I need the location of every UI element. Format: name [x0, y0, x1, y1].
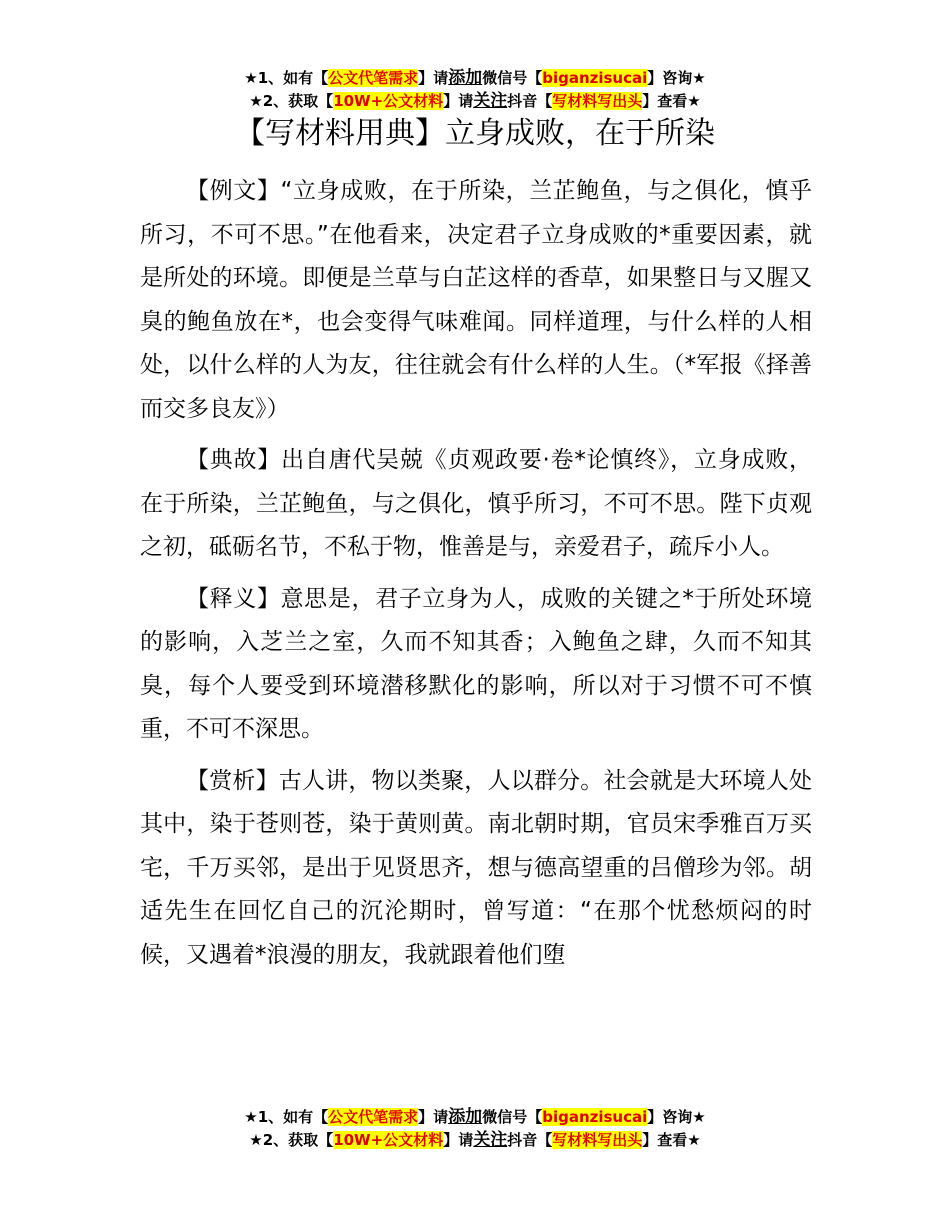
banner-text: 】查看★	[642, 92, 701, 110]
banner-text: 】咨询★	[647, 69, 706, 87]
header-banner	[0, 67, 950, 113]
banner-highlight: 写材料写出头	[552, 92, 643, 110]
banner-text: 抖音【	[507, 92, 553, 110]
banner-text: 】请	[418, 69, 449, 87]
banner-emphasis: 添加	[448, 68, 483, 88]
banner-emphasis: 关注	[473, 1130, 508, 1150]
banner-text: 微信号【	[482, 69, 543, 87]
paragraph-allusion: 【典故】出自唐代吴兢《贞观政要·卷*论慎终》，立身成败，在于所染，兰芷鲍鱼，与之俱化，慎乎所习，不可不思。陛下贞观之初，砥砺名节，不私于物，惟善是与，亲爱君子，疏斥小人。	[140, 447, 812, 560]
banner-text: 】请	[418, 1108, 449, 1126]
banner-highlight: 写材料写出头	[552, 1131, 643, 1149]
banner-text: 】查看★	[642, 1131, 701, 1149]
banner-highlight: biganzisucai	[542, 69, 648, 87]
banner-line-2	[0, 90, 950, 113]
paragraph-meaning: 【释义】意思是，君子立身为人，成败的关键之*于所处环境的影响，入芝兰之室，久而不知其香；入鲍鱼之肆，久而不知其臭，每个人要受到环境潜移默化的影响，所以对于习惯不可不慎重，不可不深思。	[140, 585, 812, 742]
paragraph-example: 【例文】“立身成败，在于所染，兰芷鲍鱼，与之俱化，慎乎所习，不可不思。”在他看来，决定君子立身成败的*重要因素，就是所处的环境。即便是兰草与白芷这样的香草，如果整日与又腥又臭的鲍鱼放在*，也会变得气味难闻。同样道理，与什么样的人相处，以什么样的人为友，往往就会有什么样的人生。（*军报《择善而交多良友》）	[140, 178, 812, 422]
banner-text: 】咨询★	[647, 1108, 706, 1126]
banner-highlight: 公文代笔需求	[328, 69, 419, 87]
footer-banner	[0, 1106, 950, 1152]
banner-highlight: 10W+公文材料	[333, 92, 444, 110]
banner-emphasis: 关注	[473, 91, 508, 111]
banner-text: 微信号【	[482, 1108, 543, 1126]
banner-highlight: biganzisucai	[542, 1108, 648, 1126]
banner-text: 】请	[443, 92, 474, 110]
banner-line-1	[0, 1106, 950, 1129]
paragraph-analysis: 【赏析】古人讲，物以类聚，人以群分。社会就是大环境人处其中，染于苍则苍，染于黄则黄。南北朝时期，官员宋季雅百万买宅，千万买邻，是出于见贤思齐，想与德高望重的吕僧珍为邻。胡适先生在回忆自己的沉沦期时，曾写道：“在那个忧愁烦闷的时候，又遇着*浪漫的朋友，我就跟着他们堕	[140, 767, 812, 968]
banner-text: ★2、获取【	[249, 1131, 334, 1149]
banner-text: ★2、获取【	[249, 92, 334, 110]
banner-text: ★1、如有【	[244, 1108, 329, 1126]
banner-line-2	[0, 1129, 950, 1152]
document-title: 【写材料用典】立身成败，在于所染	[235, 116, 715, 151]
banner-highlight: 公文代笔需求	[328, 1108, 419, 1126]
banner-highlight: 10W+公文材料	[333, 1131, 444, 1149]
banner-text: ★1、如有【	[244, 69, 329, 87]
banner-line-1	[0, 67, 950, 90]
banner-text: 】请	[443, 1131, 474, 1149]
document-body	[140, 170, 812, 985]
banner-emphasis: 添加	[448, 1107, 483, 1127]
banner-text: 抖音【	[507, 1131, 553, 1149]
